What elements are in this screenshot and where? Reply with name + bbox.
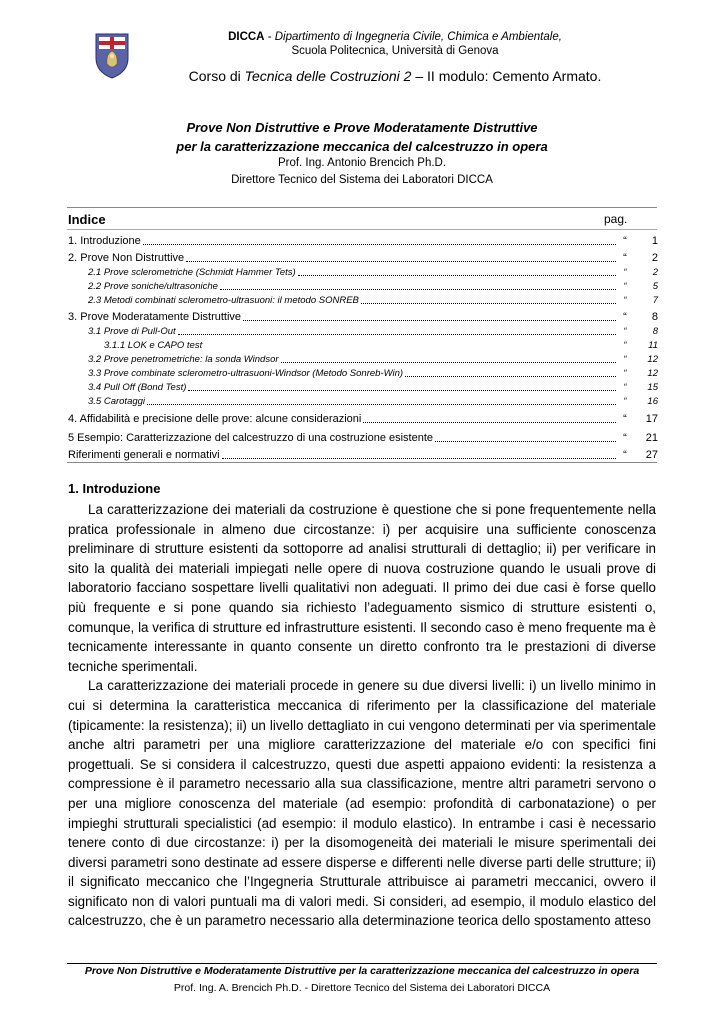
toc-page-number: 12 [647, 354, 658, 365]
toc-page-number: 8 [652, 326, 658, 337]
department-name: - Dipartimento di Ingegneria Civile, Chimica e Ambientale, [264, 31, 562, 43]
document-title-line1: Prove Non Distruttive e Prove Moderatamente Distruttive [186, 120, 538, 135]
course-name: Tecnica delle Costruzioni 2 [244, 68, 412, 84]
toc-ditto-mark: “ [623, 368, 627, 379]
toc-entry[interactable] [68, 394, 658, 407]
toc-entry[interactable] [68, 324, 658, 337]
toc-page-number: 8 [651, 311, 658, 323]
toc-page-number: 21 [645, 432, 658, 444]
toc-entry[interactable] [68, 448, 658, 461]
toc-entry-label: 3.5 Carotaggi [88, 396, 146, 407]
toc-entry-label: 3.1 Prove di Pull-Out [88, 326, 176, 337]
toc-entry-label: 4. Affidabilità e precisione delle prove: alcune considerazioni [68, 413, 362, 425]
toc-ditto-mark: “ [623, 235, 627, 247]
toc-entry-label: 3. Prove Moderatamente Distruttive [68, 311, 242, 323]
toc-entry[interactable] [68, 279, 658, 292]
toc-leader [435, 441, 616, 442]
toc-ditto-mark: “ [623, 311, 627, 323]
department-line [170, 31, 620, 43]
toc-top-rule [67, 207, 657, 208]
toc-leader [243, 320, 616, 321]
toc-leader [222, 458, 616, 459]
toc-entry-label: 3.3 Prove combinate sclerometro-ultrasuoni-Windsor (Metodo Sonreb-Win) [88, 368, 404, 379]
toc-entry[interactable] [68, 380, 658, 393]
toc-page-number: 15 [647, 382, 658, 393]
toc-entry[interactable] [68, 431, 658, 444]
toc-head-rule [67, 229, 657, 230]
toc-page-number: 16 [647, 396, 658, 407]
document-title-line2: per la caratterizzazione meccanica del calcestruzzo in opera [176, 139, 548, 154]
toc-ditto-mark: “ [623, 326, 627, 337]
toc-ditto-mark: “ [623, 295, 627, 306]
course-suffix: – II modulo: Cemento Armato. [411, 68, 602, 84]
course-prefix: Corso di [188, 68, 245, 84]
toc-leader [147, 404, 616, 405]
toc-leader [143, 244, 616, 245]
toc-ditto-mark: “ [623, 267, 627, 278]
toc-page-number: 2 [652, 267, 658, 278]
toc-ditto-mark: “ [623, 396, 627, 407]
toc-page-number: 7 [652, 295, 658, 306]
toc-leader [178, 334, 616, 335]
toc-entry-label: 2.3 Metodi combinati sclerometro-ultrasuoni: il metodo SONREB [88, 295, 359, 306]
toc-ditto-mark: “ [623, 432, 627, 444]
toc-leader [281, 362, 616, 363]
toc-leader [188, 390, 616, 391]
author-name: Prof. Ing. Antonio Brencich Ph.D. [277, 157, 447, 169]
toc-heading [68, 212, 658, 228]
toc-entry[interactable] [68, 234, 658, 247]
toc-ditto-mark: “ [623, 354, 627, 365]
toc-entry-label: Riferimenti generali e normativi [68, 449, 220, 461]
toc-ditto-mark: “ [623, 449, 627, 461]
course-line [170, 68, 620, 84]
toc-entry-label: 2.1 Prove sclerometriche (Schmidt Hammer Tets) [88, 267, 296, 278]
footer-title: Prove Non Distruttive e Moderatamente Distruttive per la caratterizzazione meccanica del calcestruzzo in opera [84, 965, 640, 977]
toc-leader [361, 303, 616, 304]
toc-entry[interactable] [68, 366, 658, 379]
toc-page-number: 11 [648, 340, 658, 351]
toc-page-number: 1 [651, 235, 658, 247]
toc-leader [405, 376, 616, 377]
toc-page-number: 12 [647, 368, 658, 379]
toc-ditto-mark: “ [623, 252, 627, 264]
toc-leader [220, 289, 616, 290]
toc-entry[interactable] [68, 251, 658, 264]
toc-page-number: 17 [645, 413, 658, 425]
toc-entry[interactable] [68, 338, 658, 351]
toc-leader [363, 422, 616, 423]
toc-entry-label: 3.4 Pull Off (Bond Test) [88, 382, 187, 393]
toc-ditto-mark: “ [623, 413, 627, 425]
toc-ditto-mark: “ [623, 281, 627, 292]
toc-leader [186, 261, 616, 262]
paragraph: La caratterizzazione dei materiali da costruzione è questione che si pone frequentemente nella pratica professionale in almeno due circostanze: i) per acquisire una sufficiente conoscenza preliminare di strutture esistenti da sottoporre ad analisi strutturali di dettaglio; ii) per verificare in sito la qualità dei materiali impiegati nelle opere di nuova costruzione quando le usuali prove di laboratorio facciano sospettare livelli qualitativi non adeguati. Il primo dei due casi è forse quello più frequente e si pone quando sia richiesto l’adeguamento sismico di strutture esistenti o, comunque, la verifica di strutture ed infrastrutture esistenti. Il secondo caso è meno frequente ma è tecnicamente interessante in quanto consente un diretto confronto tra le prestazioni di diverse tecniche sperimentali. [68, 502, 656, 674]
paragraph: La caratterizzazione dei materiali procede in genere su due diversi livelli: i) un livello minimo in cui si determina la caratteristica meccanica di riferimento per la classificazione del materiale (tipicamente: la resistenza); ii) un livello dettagliato in cui vengono determinati per via sperimentale anche altri parametri per una migliore caratterizzazione del materiale e/o con specifici fini progettuali. Se si considera il calcestruzzo, questi due aspetti appaiono evidenti: la resistenza a compressione è il parametro necessario alla sua classificazione, mentre altri parametri servono o per una migliore conoscenza del materiale (ad esempio: profondità di carbonatazione) o per impieghi strutturali specialistici (ad esempio: il modulo elastico). In entrambe i casi è necessario tenere conto di due circostanze: i) per la disomogeneità dei materiali le misure sperimentali dei diversi parametri sono destinate ad essere disperse e differenti nelle diverse parti delle strutture; ii) il significato meccanico che l’Ingegneria Strutturale attribuisce ai parametri meccanici, ovvero il significato non di valori puntuali ma di valori medi. Si consideri, ad esempio, il modulo elastico del calcestruzzo, che è un parametro necessario alla determinazione teorica dello spostamento atteso [68, 678, 656, 929]
toc-entry[interactable] [68, 293, 658, 306]
toc-entry-label: 1. Introduzione [68, 235, 141, 247]
toc-entry[interactable] [68, 412, 658, 425]
author-role: Direttore Tecnico del Sistema dei Laboratori DICCA [231, 174, 493, 186]
toc-entry[interactable] [68, 310, 658, 323]
body-text [68, 500, 656, 931]
toc-entry-label: 5 Esempio: Caratterizzazione del calcestruzzo di una costruzione esistente [68, 432, 434, 444]
toc-entry-label: 2.2 Prove soniche/ultrasoniche [88, 281, 218, 292]
university-crest-logo [92, 30, 132, 80]
department-abbr: DICCA [228, 31, 265, 43]
toc-title: Indice [68, 212, 106, 227]
toc-leader [298, 275, 616, 276]
toc-entry-label: 2. Prove Non Distruttive [68, 252, 185, 264]
toc-page-label: pag. [604, 212, 628, 226]
footer-author: Prof. Ing. A. Brencich Ph.D. - Direttore Tecnico del Sistema dei Laboratori DICCA [173, 982, 551, 994]
toc-page-number: 27 [645, 449, 658, 461]
toc-ditto-mark: “ [623, 340, 627, 351]
toc-ditto-mark: “ [623, 382, 627, 393]
toc-entry-label: 3.1.1 LOK e CAPO test [104, 340, 203, 351]
footer-rule [67, 963, 657, 964]
toc-page-number: 2 [651, 252, 658, 264]
school-line: Scuola Politecnica, Università di Genova [291, 45, 499, 57]
toc-entry[interactable] [68, 265, 658, 278]
toc-bottom-rule [67, 462, 657, 463]
toc-page-number: 5 [652, 281, 658, 292]
toc-entry-label: 3.2 Prove penetrometriche: la sonda Windsor [88, 354, 279, 365]
toc-entry[interactable] [68, 352, 658, 365]
section-heading: 1. Introduzione [68, 481, 161, 496]
